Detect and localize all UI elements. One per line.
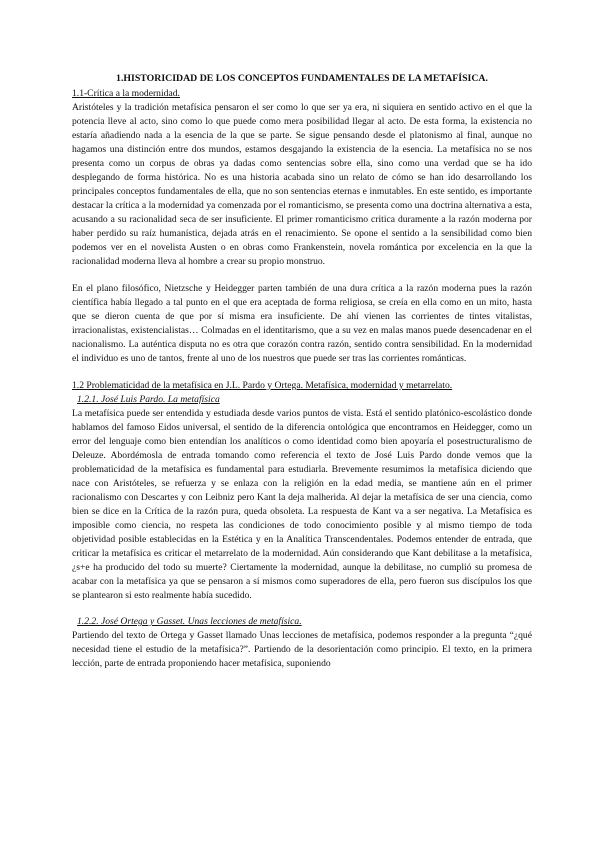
paragraph-spacer (72, 269, 532, 282)
subsection-heading-1-2-1 (72, 393, 532, 407)
document-page (72, 72, 532, 671)
subsection-heading-1-2-2-text: 1.2.2. José Ortega y Gasset. Unas lecciones de metafísica. (77, 616, 302, 627)
paragraph-3: La metafísica puede ser entendida y estudiada desde varios puntos de vista. Está el sentido platónico-escolástico donde hablamos del famoso Eidos universal, el sentido de la diferencia ontológica que encontramos en Heidegger, como un error del lenguaje como bien entendían los analíticos o como identidad como bien apoyaría el posestructuralismo de Deleuze. Abordémosla de entrada tomando como referencia el texto de José Luis Pardo donde vemos que la problematicidad de la metafísica es fundamental para estudiarla. Brevemente resumimos la metafísica diciendo que nace con Aristóteles, se refuerza y se enlaza con la religión en la edad media, se mantiene aún en el primer racionalismo con Descartes y con Leibniz pero Kant la deja malherida. Al dejar la metafísica de ser una ciencia, como bien se dice en la Crítica de la razón pura, queda obsoleta. La respuesta de Kant va a ser negativa. La Metafísica es imposible como ciencia, no respeta las condiciones de todo conocimiento posible y al mismo tiempo de toda objetividad posible establecidas en la Estética y en la Analítica Transcendentales. Podemos entender de entrada, que criticar la metafísica es criticar el metarrelato de la modernidad. Aún considerando que Kant debilitase a la metafísica, ¿s+e ha producido del todo su muerte? Ciertamente la modernidad, aunque la debilitase, no cumplió su promesa de acabar con la metafísica ya que se pensaron a sí mismos como superadores de ella, pero fueron sus discípulos los que se plantearon si esto realmente había sucedido. (72, 408, 532, 601)
subsection-heading-1-2-2 (72, 615, 532, 629)
document-title: 1.HISTORICIDAD DE LOS CONCEPTOS FUNDAMENTALES DE LA METAFÍSICA. (116, 73, 488, 84)
paragraph-4: Partiendo del texto de Ortega y Gasset llamado Unas lecciones de metafísica, podemos responder a la pregunta “¿qué necesidad tiene el estudio de la metafísica?”. Partiendo de la desorientación como principio. El texto, en la primera lección, parte de entrada proponiendo hacer metafísica, suponiendo (72, 630, 532, 669)
section-heading-1-2: 1.2 Problematicidad de la metafísica en J.L. Pardo y Ortega. Metafísica, modernidad y metarrelato. (72, 380, 453, 391)
paragraph-spacer (72, 603, 532, 615)
paragraph-1: Aristóteles y la tradición metafísica pensaron el ser como lo que ser ya era, ni siquiera en sentido activo en el que la potencia lleve al acto, sino como lo que puede como mera posibilidad llegar al acto. De esta forma, la existencia no estaría añadiendo nada a la esencia de la que se parte. Se sigue pensando desde el platonismo al final, aunque no hagamos una distinción entre dos mundos, estamos desgajando la existencia de la esencia. La metafísica no se nos presenta como un corpus de obras ya dadas como sentencias sobre ella, sino como una verdad que se ha ido desplegando de forma histórica. No es una historia acabada sino un relato de cómo se han ido desarrollando los principales conceptos fundamentales de ella, que no son sentencias eternas e inmutables. En este sentido, es importante destacar la crítica a la modernidad ya comenzada por el romanticismo, se presenta como una doctrina alternativa a esta, acusando a su racionalidad seca de ser insuficiente. El primer romanticismo critica duramente a la razón moderna por haber perdido su raíz humanística, dejada atrás en el renacimiento. Se opone el sentido a la sensibilidad como bien podemos ver en el novelista Austen o en obras como Frankenstein, novela romántica por excelencia en la que la racionalidad moderna lleva al hombre a crear su propio monstruo. (72, 102, 532, 267)
section-heading-1-1: 1.1-Crítica a la modernidad. (72, 88, 180, 99)
paragraph-2: En el plano filosófico, Nietzsche y Heidegger parten también de una dura crítica a la razón moderna pues la razón científica había llegado a tal punto en el que era aceptada de forma religiosa, se creía en ella como en un mito, hasta que se dieron cuenta de que por sí misma era insuficiente. De ahí vienen las corrientes de tintes vitalistas, irracionalistas, existencialistas… Colmadas en el identitarismo, que a su vez en malas manos puede desencadenar en el nacionalismo. La auténtica disputa no es otra que corazón contra razón, sentido contra sensibilidad. En la modernidad el individuo es uno de tantos, frente al uno de los nuestros que puede ser tras las corrientes románticas. (72, 283, 532, 364)
paragraph-spacer (72, 366, 532, 379)
subsection-heading-1-2-1-text: 1.2.1. José Luis Pardo. La metafísica (77, 394, 220, 405)
